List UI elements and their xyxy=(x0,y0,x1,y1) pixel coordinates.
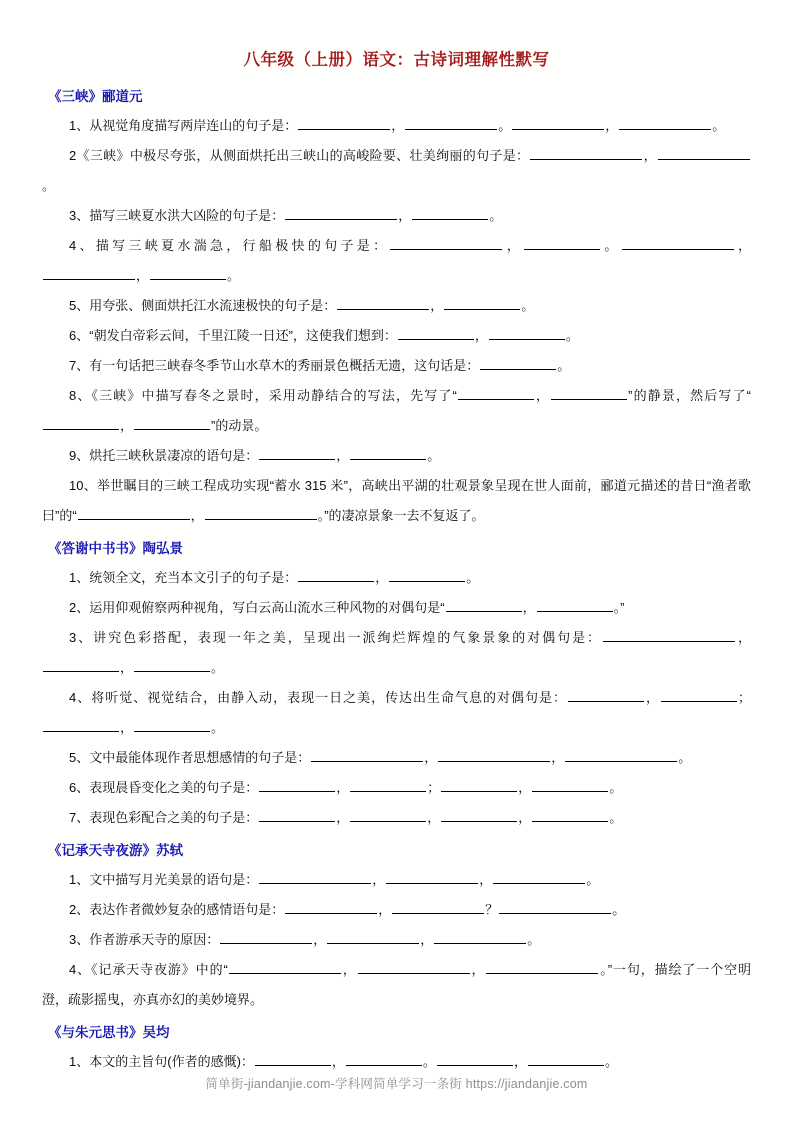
answer-blank[interactable] xyxy=(512,116,604,129)
punct-question: ？ xyxy=(485,901,499,917)
punct-comma: ， xyxy=(427,809,441,825)
answer-blank[interactable] xyxy=(528,1052,604,1065)
punct-comma: ， xyxy=(503,237,524,253)
item-number: 2 xyxy=(69,147,77,163)
item-text: 表达作者微妙复杂的感情语句是： xyxy=(89,901,285,917)
item-text: 从视觉角度描写两岸连山的句子是： xyxy=(89,117,298,133)
punct-period: 。 xyxy=(466,569,480,585)
punct-comma: ， xyxy=(136,267,150,283)
punct-comma: ， xyxy=(336,779,350,795)
item-text: 统领全文，充当本文引子的句子是： xyxy=(89,569,298,585)
answer-blank[interactable] xyxy=(298,568,374,581)
punct-comma: ， xyxy=(736,629,751,645)
answer-blank[interactable] xyxy=(405,116,497,129)
item-number: 5、 xyxy=(69,749,90,765)
punct-period: 。 xyxy=(678,749,692,765)
question-item xyxy=(42,925,751,955)
answer-blank[interactable] xyxy=(327,930,419,943)
punct-period: 。 xyxy=(211,719,225,735)
answer-blank[interactable] xyxy=(134,718,210,731)
answer-blank[interactable] xyxy=(412,206,488,219)
punct-comma: ， xyxy=(341,961,357,977)
answer-blank[interactable] xyxy=(350,808,426,821)
punct-period: 。 xyxy=(604,1053,618,1069)
section-heading-jichengtiansiyeyou: 《记承天寺夜游》苏轼 xyxy=(48,842,183,858)
punct-comma: ， xyxy=(120,417,134,433)
question-item xyxy=(42,381,751,441)
punct-comma: ， xyxy=(513,1053,527,1069)
punct-comma: ， xyxy=(372,871,386,887)
punct-period: 。 xyxy=(521,297,535,313)
punct-period: 。 xyxy=(599,961,608,977)
punct-period: 。 xyxy=(211,659,225,675)
punct-period: 。 xyxy=(586,871,600,887)
answer-blank[interactable] xyxy=(390,236,502,249)
answer-blank[interactable] xyxy=(285,900,377,913)
answer-blank[interactable] xyxy=(350,778,426,791)
answer-blank[interactable] xyxy=(255,1052,331,1065)
answer-blank[interactable] xyxy=(43,658,119,671)
punct-comma: ， xyxy=(518,809,532,825)
punct-comma: ， xyxy=(522,599,536,615)
answer-blank[interactable] xyxy=(499,900,611,913)
answer-blank[interactable] xyxy=(537,598,613,611)
item-number: 10、 xyxy=(69,477,98,493)
answer-blank[interactable] xyxy=(134,658,210,671)
question-item xyxy=(42,351,751,381)
answer-blank[interactable] xyxy=(619,116,711,129)
question-item xyxy=(42,441,751,471)
item-number: 3、 xyxy=(69,629,94,645)
answer-blank[interactable] xyxy=(434,930,526,943)
answer-blank[interactable] xyxy=(530,146,642,159)
section-heading-yuzhuyuansishu: 《与朱元思书》吴均 xyxy=(48,1024,170,1040)
item-number: 3、 xyxy=(69,207,90,223)
item-number: 6、 xyxy=(69,779,90,795)
answer-blank[interactable] xyxy=(441,808,517,821)
item-text: 作者游承天寺的原因： xyxy=(89,931,220,947)
item-number: 7、 xyxy=(69,809,90,825)
answer-blank[interactable] xyxy=(532,778,608,791)
punct-period: 。 xyxy=(609,809,623,825)
answer-blank[interactable] xyxy=(389,568,465,581)
answer-blank[interactable] xyxy=(43,266,135,279)
punct-comma: ， xyxy=(518,779,532,795)
punct-period: 。 xyxy=(427,447,441,463)
item-number: 4、 xyxy=(69,961,92,977)
question-item xyxy=(42,563,751,593)
item-text-mid: ”的静景，然后写了“ xyxy=(628,387,751,403)
question-item xyxy=(42,623,751,683)
punct-period: 。 xyxy=(613,599,621,615)
item-text-tail: ”一句，描绘了一个空明澄，疏影摇曳，亦真亦幻的美妙境界。 xyxy=(42,961,751,1007)
item-text: 文中描写月光美景的语句是： xyxy=(89,871,259,887)
punct-period: 。 xyxy=(42,177,56,193)
answer-blank[interactable] xyxy=(350,446,426,459)
answer-blank[interactable] xyxy=(444,296,520,309)
item-number: 3、 xyxy=(69,931,90,947)
answer-blank[interactable] xyxy=(285,206,397,219)
item-number: 5、 xyxy=(69,297,90,313)
answer-blank[interactable] xyxy=(392,900,484,913)
question-item xyxy=(42,111,751,141)
punct-period: 。 xyxy=(489,207,503,223)
question-item xyxy=(42,955,751,1015)
answer-blank[interactable] xyxy=(358,960,470,973)
punct-comma: ， xyxy=(378,901,392,917)
item-number: 9、 xyxy=(69,447,90,463)
question-item xyxy=(42,803,751,833)
item-number: 4、 xyxy=(69,237,96,253)
answer-blank[interactable] xyxy=(441,778,517,791)
answer-blank[interactable] xyxy=(78,506,190,519)
item-number: 7、 xyxy=(69,357,90,373)
punct-comma: ， xyxy=(398,207,412,223)
footer-watermark: 简单街-jiandanjie.com-学科网简单学习一条街 https://jiandanjie.com xyxy=(205,1077,588,1091)
punct-comma: ， xyxy=(474,327,488,343)
item-text-tail: ” xyxy=(620,599,625,615)
question-item xyxy=(42,1047,751,1077)
item-text: 《记承天寺夜游》中的“ xyxy=(91,961,228,977)
punct-comma: ， xyxy=(420,931,434,947)
answer-blank[interactable] xyxy=(134,416,210,429)
punct-period: 。 xyxy=(712,117,726,133)
answer-blank[interactable] xyxy=(493,870,585,883)
answer-blank[interactable] xyxy=(337,296,429,309)
punct-comma: ， xyxy=(424,749,438,765)
punct-comma: ， xyxy=(336,447,350,463)
question-item xyxy=(42,201,751,231)
answer-blank[interactable] xyxy=(532,808,608,821)
item-text: 描写三峡夏水洪大凶险的句子是： xyxy=(89,207,285,223)
item-number: 4、 xyxy=(69,689,92,705)
answer-blank[interactable] xyxy=(259,778,335,791)
punct-comma: ， xyxy=(551,749,565,765)
item-text: 表现色彩配合之美的句子是： xyxy=(89,809,259,825)
punct-period: 。 xyxy=(317,507,325,523)
question-item xyxy=(42,743,751,773)
answer-blank[interactable] xyxy=(568,688,644,701)
punct-period: 。 xyxy=(422,1053,436,1069)
answer-blank[interactable] xyxy=(603,628,735,641)
punct-comma: ， xyxy=(605,117,619,133)
page-title: 八年级（上册）语文：古诗词理解性默写 xyxy=(243,51,550,69)
answer-blank[interactable] xyxy=(446,598,522,611)
item-number: 1、 xyxy=(69,871,90,887)
punct-semicolon: ； xyxy=(427,779,441,795)
answer-blank[interactable] xyxy=(298,116,390,129)
item-text: 将听觉、视觉结合，由静入动，表现一日之美，传达出生命气息的对偶句是： xyxy=(91,689,567,705)
section-heading-daxiezhongshushu: 《答谢中书书》陶弘景 xyxy=(48,540,183,556)
item-text-tail: ”的动景。 xyxy=(211,417,268,433)
answer-blank[interactable] xyxy=(437,1052,513,1065)
punct-period: 。 xyxy=(609,779,623,795)
answer-blank[interactable] xyxy=(398,326,474,339)
punct-comma: ， xyxy=(479,871,493,887)
item-number: 1、 xyxy=(69,569,90,585)
answer-blank[interactable] xyxy=(489,326,565,339)
punct-comma: ， xyxy=(430,297,444,313)
punct-comma: ， xyxy=(734,237,751,253)
question-item xyxy=(42,593,751,623)
item-number: 6、 xyxy=(69,327,90,343)
item-number: 1、 xyxy=(69,1053,90,1069)
punct-comma: ， xyxy=(391,117,405,133)
answer-blank[interactable] xyxy=(658,146,750,159)
item-text: 表现晨昏变化之美的句子是： xyxy=(89,779,259,795)
document-body xyxy=(42,83,751,1077)
punct-period: 。 xyxy=(498,117,512,133)
question-item xyxy=(42,321,751,351)
punct-comma: ， xyxy=(120,659,134,675)
punct-period: 。 xyxy=(557,357,571,373)
answer-blank[interactable] xyxy=(622,236,734,249)
question-item xyxy=(42,231,751,291)
answer-blank[interactable] xyxy=(43,718,119,731)
punct-comma: ， xyxy=(644,689,660,705)
answer-blank[interactable] xyxy=(524,236,600,249)
section-heading-sanxia: 《三峡》郦道元 xyxy=(48,88,143,104)
answer-blank[interactable] xyxy=(551,386,627,399)
answer-blank[interactable] xyxy=(458,386,534,399)
question-item xyxy=(42,141,751,201)
answer-blank[interactable] xyxy=(259,446,335,459)
question-item xyxy=(42,291,751,321)
item-text: “朝发白帝彩云间，千里江陵一日还”，这使我们想到： xyxy=(89,327,397,343)
item-number: 2、 xyxy=(69,901,90,917)
item-text: 描写三峡夏水湍急，行船极快的句子是： xyxy=(95,237,390,253)
item-number: 8、 xyxy=(69,387,92,403)
punct-period: 。 xyxy=(601,237,621,253)
punct-period: 。 xyxy=(527,931,541,947)
item-text: 本文的主旨句(作者的感慨)： xyxy=(89,1053,254,1069)
answer-blank[interactable] xyxy=(661,688,737,701)
question-item xyxy=(42,773,751,803)
answer-blank[interactable] xyxy=(565,748,677,761)
question-item xyxy=(42,895,751,925)
item-text: 举世瞩目的三峡工程成功实现“蓄水 315 米”，高峡出平湖的壮观景象呈现在世人面前，郦道元描述的昔日“渔者歌曰”的“ xyxy=(42,477,751,523)
punct-period: 。 xyxy=(565,327,579,343)
punct-comma: ， xyxy=(120,719,134,735)
item-text-tail: ”的凄凉景象一去不复返了。 xyxy=(324,507,485,523)
punct-comma: ， xyxy=(190,507,204,523)
item-text: 讲究色彩搭配，表现一年之美，呈现出一派绚烂辉煌的气象景象的对偶句是： xyxy=(93,629,603,645)
punct-comma: ， xyxy=(470,961,486,977)
answer-blank[interactable] xyxy=(311,748,423,761)
punct-period: 。 xyxy=(612,901,626,917)
answer-blank[interactable] xyxy=(438,748,550,761)
answer-blank[interactable] xyxy=(486,960,598,973)
item-text: 有一句话把三峡春冬季节山水草木的秀丽景色概括无遗，这句话是： xyxy=(89,357,480,373)
item-text: 运用仰观俯察两种视角，写白云高山流水三种风物的对偶句是“ xyxy=(89,599,445,615)
question-item xyxy=(42,471,751,531)
punct-comma: ， xyxy=(331,1053,345,1069)
answer-blank[interactable] xyxy=(150,266,226,279)
punct-comma: ， xyxy=(375,569,389,585)
answer-blank[interactable] xyxy=(220,930,312,943)
item-text: 《三峡》中描写春冬之景时，采用动静结合的写法，先写了“ xyxy=(91,387,457,403)
item-text: 用夸张、侧面烘托江水流速极快的句子是： xyxy=(89,297,337,313)
answer-blank[interactable] xyxy=(259,808,335,821)
answer-blank[interactable] xyxy=(205,506,317,519)
question-item xyxy=(42,865,751,895)
punct-comma: ， xyxy=(534,387,551,403)
answer-blank[interactable] xyxy=(43,416,119,429)
item-text: 烘托三峡秋景凄凉的语句是： xyxy=(89,447,259,463)
item-number: 1、 xyxy=(69,117,90,133)
item-text: 《三峡》中极尽夸张，从侧面烘托出三峡山的高峻险要、壮美绚丽的句子是： xyxy=(76,147,530,163)
punct-comma: ， xyxy=(643,147,657,163)
punct-comma: ， xyxy=(313,931,327,947)
item-number: 2、 xyxy=(69,599,90,615)
answer-blank[interactable] xyxy=(386,870,478,883)
answer-blank[interactable] xyxy=(259,870,371,883)
answer-blank[interactable] xyxy=(229,960,341,973)
answer-blank[interactable] xyxy=(346,1052,422,1065)
item-text: 文中最能体现作者思想感情的句子是： xyxy=(89,749,311,765)
question-item xyxy=(42,683,751,743)
answer-blank[interactable] xyxy=(480,356,556,369)
punct-comma: ， xyxy=(336,809,350,825)
punct-semicolon: ； xyxy=(737,689,751,705)
punct-period: 。 xyxy=(227,267,241,283)
